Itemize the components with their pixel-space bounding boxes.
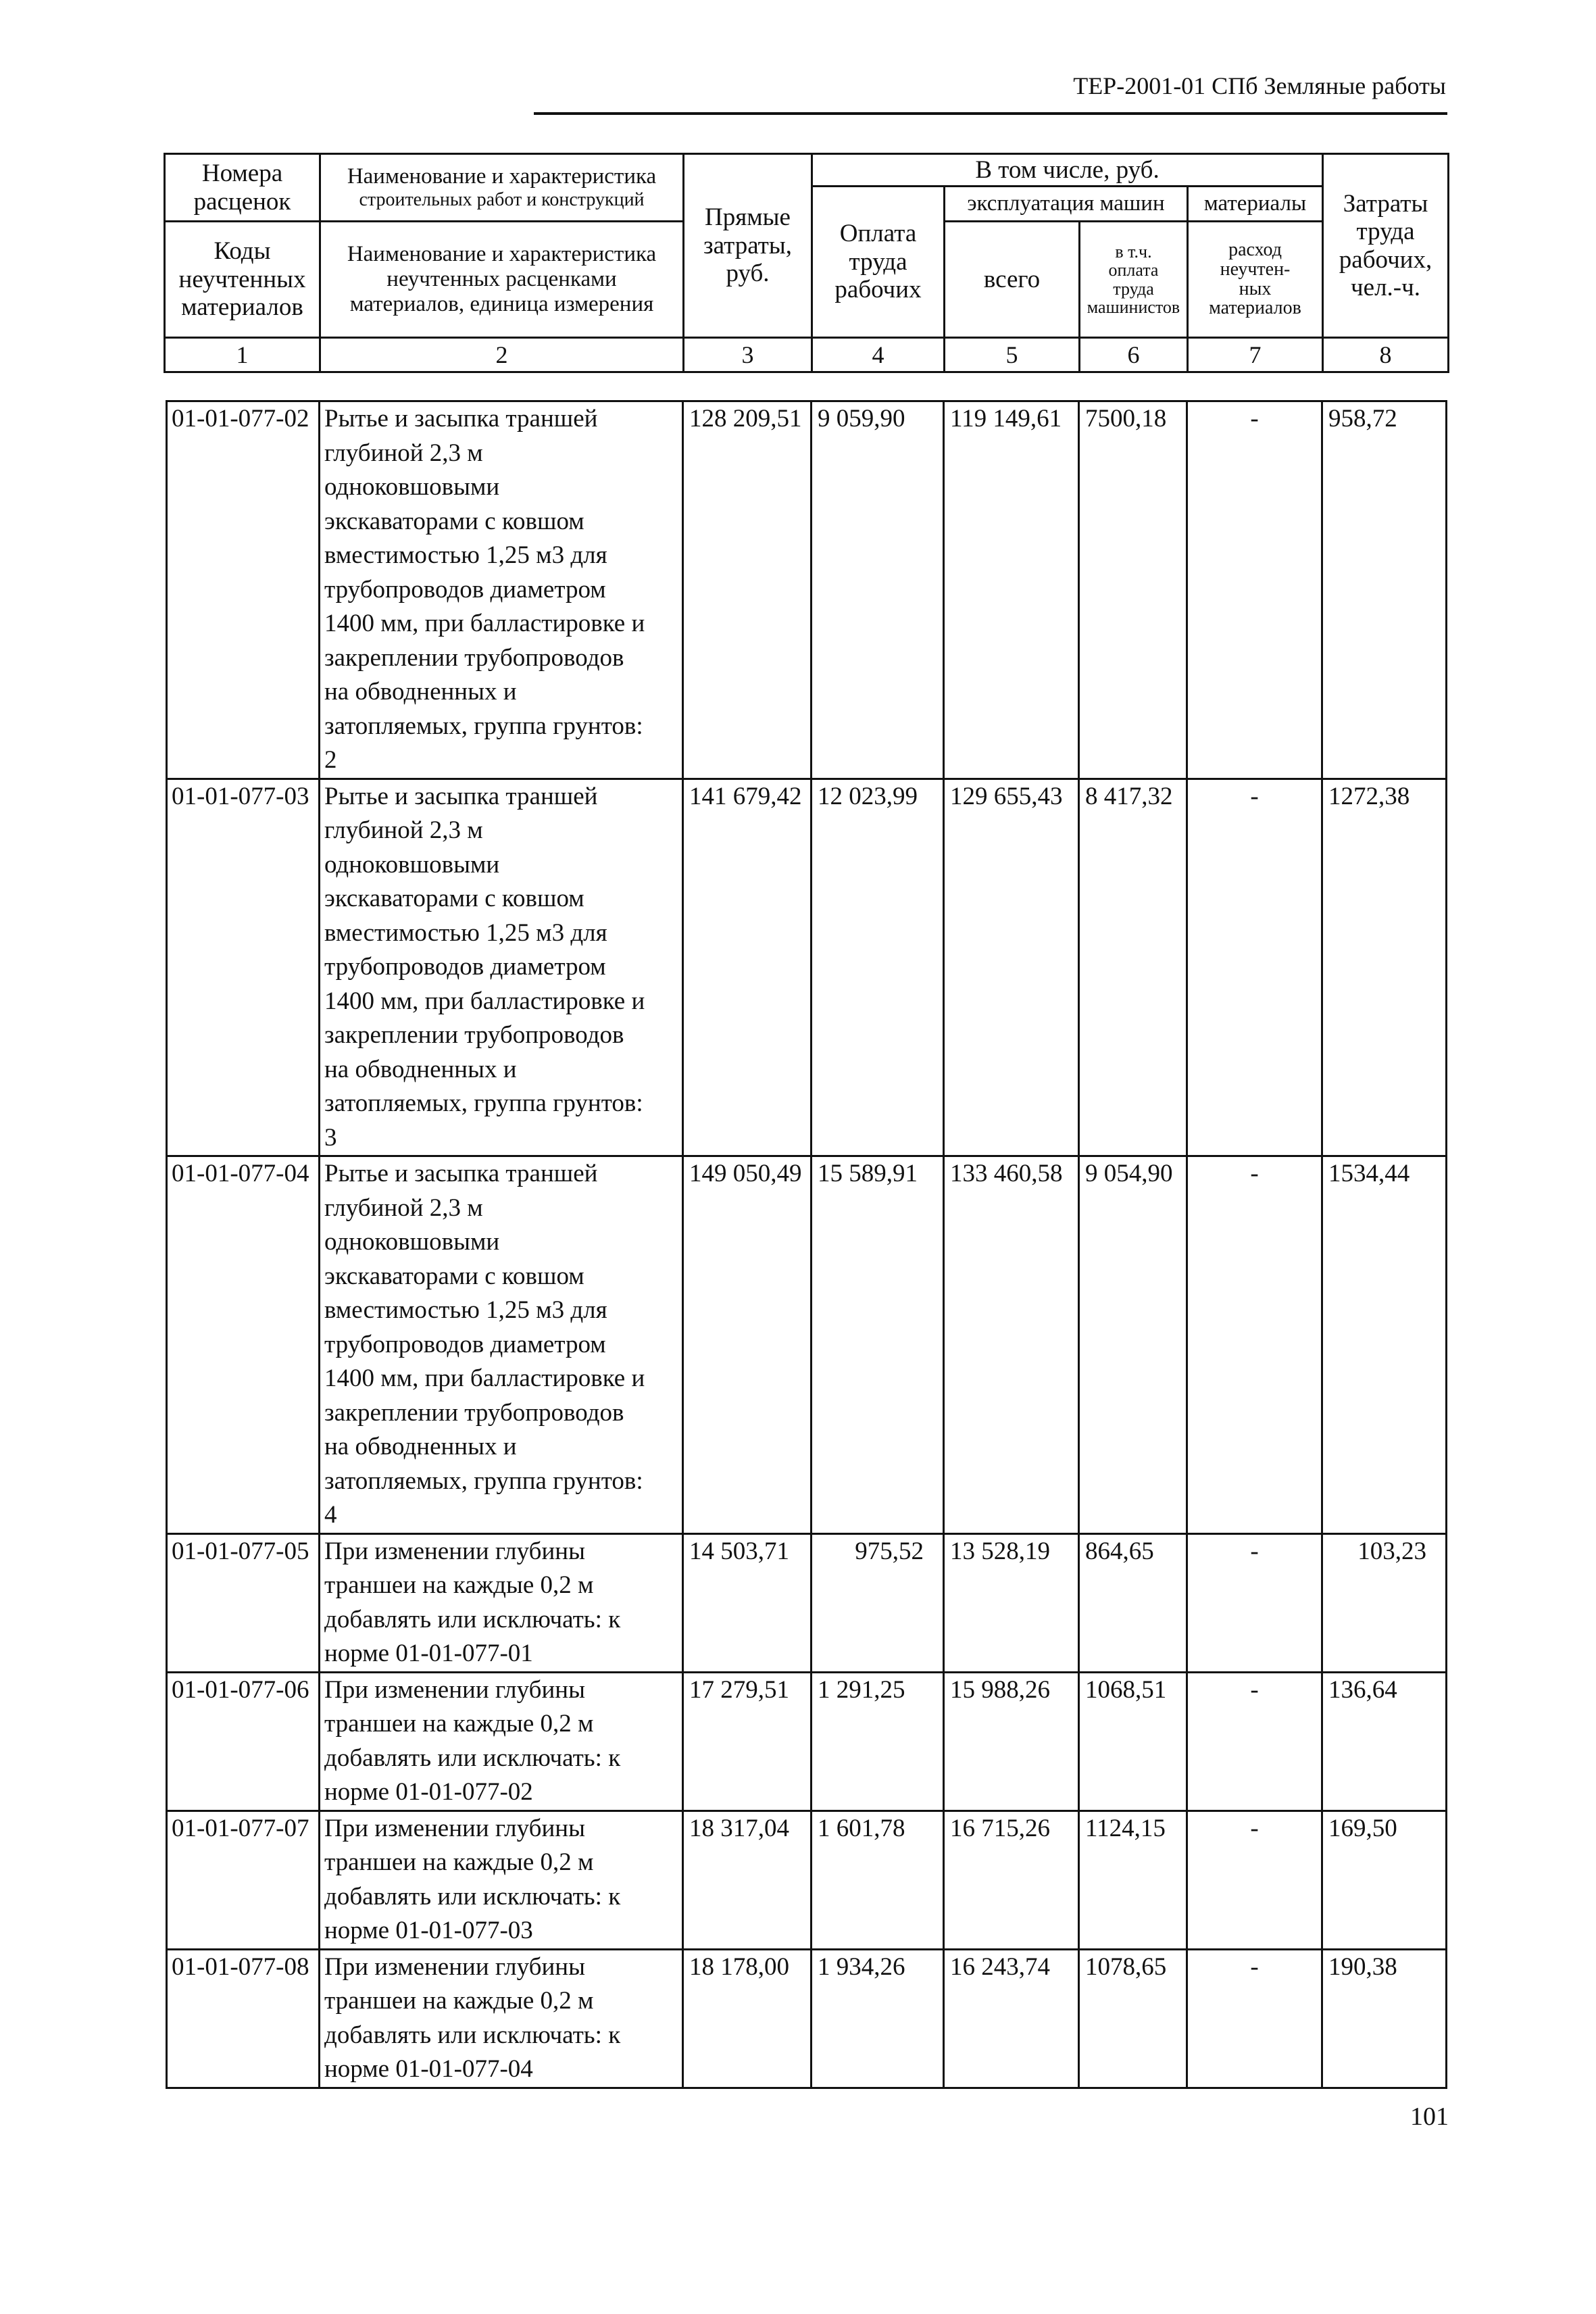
materials-consumption: - [1187,1949,1322,2088]
machinist-pay: 864,65 [1079,1533,1187,1672]
col-number-3: 3 [684,338,812,372]
description-line: вместимостью 1,25 м3 для [324,918,607,947]
description-line: Рытье и засыпка траншей [324,405,598,433]
rate-description [320,1672,683,1811]
machinist-pay: 1068,51 [1079,1672,1187,1811]
description-line: глубиной 2,3 м [324,816,483,844]
col-number-7: 7 [1188,338,1323,372]
description-line: 1400 мм, при балластировке и [324,987,645,1015]
direct-costs: 17 279,51 [683,1672,812,1811]
materials-consumption: - [1187,1672,1322,1811]
description-line: добавлять или исключать: к [324,1744,621,1772]
description-line: закреплении трубопроводов [324,1398,624,1427]
rate-description [320,1949,683,2088]
machines-total: 129 655,43 [944,779,1079,1156]
col-number-5: 5 [945,338,1080,372]
description-line: закреплении трубопроводов [324,643,624,672]
rate-code: 01-01-077-03 [167,779,320,1156]
machinist-pay: 9 054,90 [1079,1156,1187,1534]
description-line: 2 [324,746,337,774]
table-row [167,1672,1447,1811]
header-labor-hours: Затраты труда рабочих, чел.-ч. [1323,154,1449,338]
machinist-pay: 1124,15 [1079,1811,1187,1949]
machines-total: 16 243,74 [944,1949,1079,2088]
description-line: 4 [324,1501,337,1529]
column-header-table [164,153,1449,373]
materials-consumption: - [1187,401,1322,779]
description-line: 1400 мм, при балластировке и [324,610,645,637]
materials-consumption: - [1187,1533,1322,1672]
machinist-pay: 8 417,32 [1079,779,1187,1156]
running-head: ТЕР-2001-01 СПб Земляные работы [1073,72,1446,99]
description-line: добавлять или исключать: к [324,2021,621,2049]
rate-description [320,1533,683,1672]
description-line: вместимостью 1,25 м3 для [324,1296,607,1324]
description-line: трубопроводов диаметром [324,575,606,604]
header-unaccounted-codes: Коды неучтенных материалов [165,222,320,338]
header-direct-costs: Прямые затраты, руб. [684,154,812,338]
description-line: одноковшовыми [324,850,500,879]
labor-hours: 1272,38 [1322,779,1447,1156]
description-line: норме 01-01-077-02 [324,1778,533,1806]
labor-hours: 1534,44 [1322,1156,1447,1534]
materials-consumption: - [1187,1811,1322,1949]
table-row [167,401,1447,779]
worker-pay: 15 589,91 [812,1156,944,1534]
description-line: При изменении глубины [324,1814,585,1842]
header-rate-numbers: Номера расценок [165,154,320,222]
description-line: одноковшовыми [324,1228,500,1256]
description-line: добавлять или исключать: к [324,1605,621,1633]
direct-costs: 18 178,00 [683,1949,812,2088]
table-row [167,779,1447,1156]
machines-total: 119 149,61 [944,401,1079,779]
description-line: глубиной 2,3 м [324,439,483,467]
machinist-pay: 7500,18 [1079,401,1187,779]
worker-pay: 1 601,78 [812,1811,944,1949]
description-line: При изменении глубины [324,1537,585,1565]
header-rule [534,112,1447,115]
materials-consumption: - [1187,1156,1322,1534]
header-material-consumption: расход неучтен- ных материалов [1188,222,1323,338]
direct-costs: 18 317,04 [683,1811,812,1949]
rate-code: 01-01-077-04 [167,1156,320,1534]
direct-costs: 141 679,42 [683,779,812,1156]
description-line: на обводненных и [324,678,517,706]
machines-total: 16 715,26 [944,1811,1079,1949]
description-line: на обводненных и [324,1433,517,1460]
labor-hours: 958,72 [1322,401,1447,779]
header-machines-group: эксплуатация машин [945,187,1188,222]
description-line: Рытье и засыпка траншей [324,782,598,810]
materials-consumption: - [1187,779,1322,1156]
header-unaccounted-materials: Наименование и характеристика неучтенных расценками материалов, единица измерения [320,222,684,338]
description-line: 1400 мм, при балластировке и [324,1364,645,1392]
rate-code: 01-01-077-06 [167,1672,320,1811]
col-number-2: 2 [320,338,684,372]
rate-description [320,401,683,779]
description-line: закреплении трубопроводов [324,1021,624,1049]
header-machines-total: всего [945,222,1080,338]
machines-total: 13 528,19 [944,1533,1079,1672]
rate-description [320,779,683,1156]
header-machinist-pay: в т.ч. оплата труда машинистов [1080,222,1188,338]
rate-code: 01-01-077-08 [167,1949,320,2088]
header-incl-group: В том числе, руб. [812,154,1323,187]
description-line: Рытье и засыпка траншей [324,1160,598,1187]
worker-pay: 9 059,90 [812,401,944,779]
description-line: экскаваторами с ковшом [324,507,584,535]
table-row [167,1949,1447,2088]
rate-description [320,1156,683,1534]
description-line: затопляемых, группа грунтов: [324,1089,643,1117]
table-row [167,1533,1447,1672]
description-line: добавлять или исключать: к [324,1882,621,1911]
description-line: вместимостью 1,25 м3 для [324,541,607,569]
table-row [167,1811,1447,1949]
header-work-name: Наименование и характеристика строительных работ и конструкций [320,154,684,222]
rate-code: 01-01-077-02 [167,401,320,779]
description-line: норме 01-01-077-04 [324,2055,533,2083]
machines-total: 133 460,58 [944,1156,1079,1534]
header-worker-pay: Оплата труда рабочих [812,187,945,338]
direct-costs: 14 503,71 [683,1533,812,1672]
description-line: на обводненных и [324,1055,517,1083]
description-line: траншеи на каждые 0,2 м [324,1571,594,1599]
machines-total: 15 988,26 [944,1672,1079,1811]
rate-code: 01-01-077-07 [167,1811,320,1949]
description-line: затопляемых, группа грунтов: [324,1467,643,1495]
description-line: норме 01-01-077-01 [324,1640,533,1667]
worker-pay: 1 934,26 [812,1949,944,2088]
description-line: одноковшовыми [324,473,500,501]
page-number: 101 [1410,2102,1449,2131]
rate-description [320,1811,683,1949]
description-line: трубопроводов диаметром [324,1330,606,1358]
description-line: траншеи на каждые 0,2 м [324,1987,594,2015]
description-line: трубопроводов диаметром [324,953,606,981]
col-number-1: 1 [165,338,320,372]
description-line: экскаваторами с ковшом [324,885,584,912]
labor-hours: 190,38 [1322,1949,1447,2088]
description-line: норме 01-01-077-03 [324,1917,533,1944]
col-number-6: 6 [1080,338,1188,372]
description-line: затопляемых, группа грунтов: [324,712,643,740]
col-number-4: 4 [812,338,945,372]
description-line: глубиной 2,3 м [324,1193,483,1222]
description-line: траншеи на каждые 0,2 м [324,1710,594,1738]
labor-hours: 136,64 [1322,1672,1447,1811]
rate-code: 01-01-077-05 [167,1533,320,1672]
description-line: При изменении глубины [324,1675,585,1704]
rates-table [166,400,1447,2089]
col-number-8: 8 [1323,338,1449,372]
labor-hours: 103,23 [1322,1533,1447,1672]
direct-costs: 149 050,49 [683,1156,812,1534]
table-row [167,1156,1447,1534]
worker-pay: 975,52 [812,1533,944,1672]
labor-hours: 169,50 [1322,1811,1447,1949]
machinist-pay: 1078,65 [1079,1949,1187,2088]
worker-pay: 1 291,25 [812,1672,944,1811]
description-line: 3 [324,1123,337,1152]
header-materials-group: материалы [1188,187,1323,222]
description-line: экскаваторами с ковшом [324,1262,584,1290]
description-line: При изменении глубины [324,1952,585,1981]
worker-pay: 12 023,99 [812,779,944,1156]
description-line: траншеи на каждые 0,2 м [324,1848,594,1876]
direct-costs: 128 209,51 [683,401,812,779]
